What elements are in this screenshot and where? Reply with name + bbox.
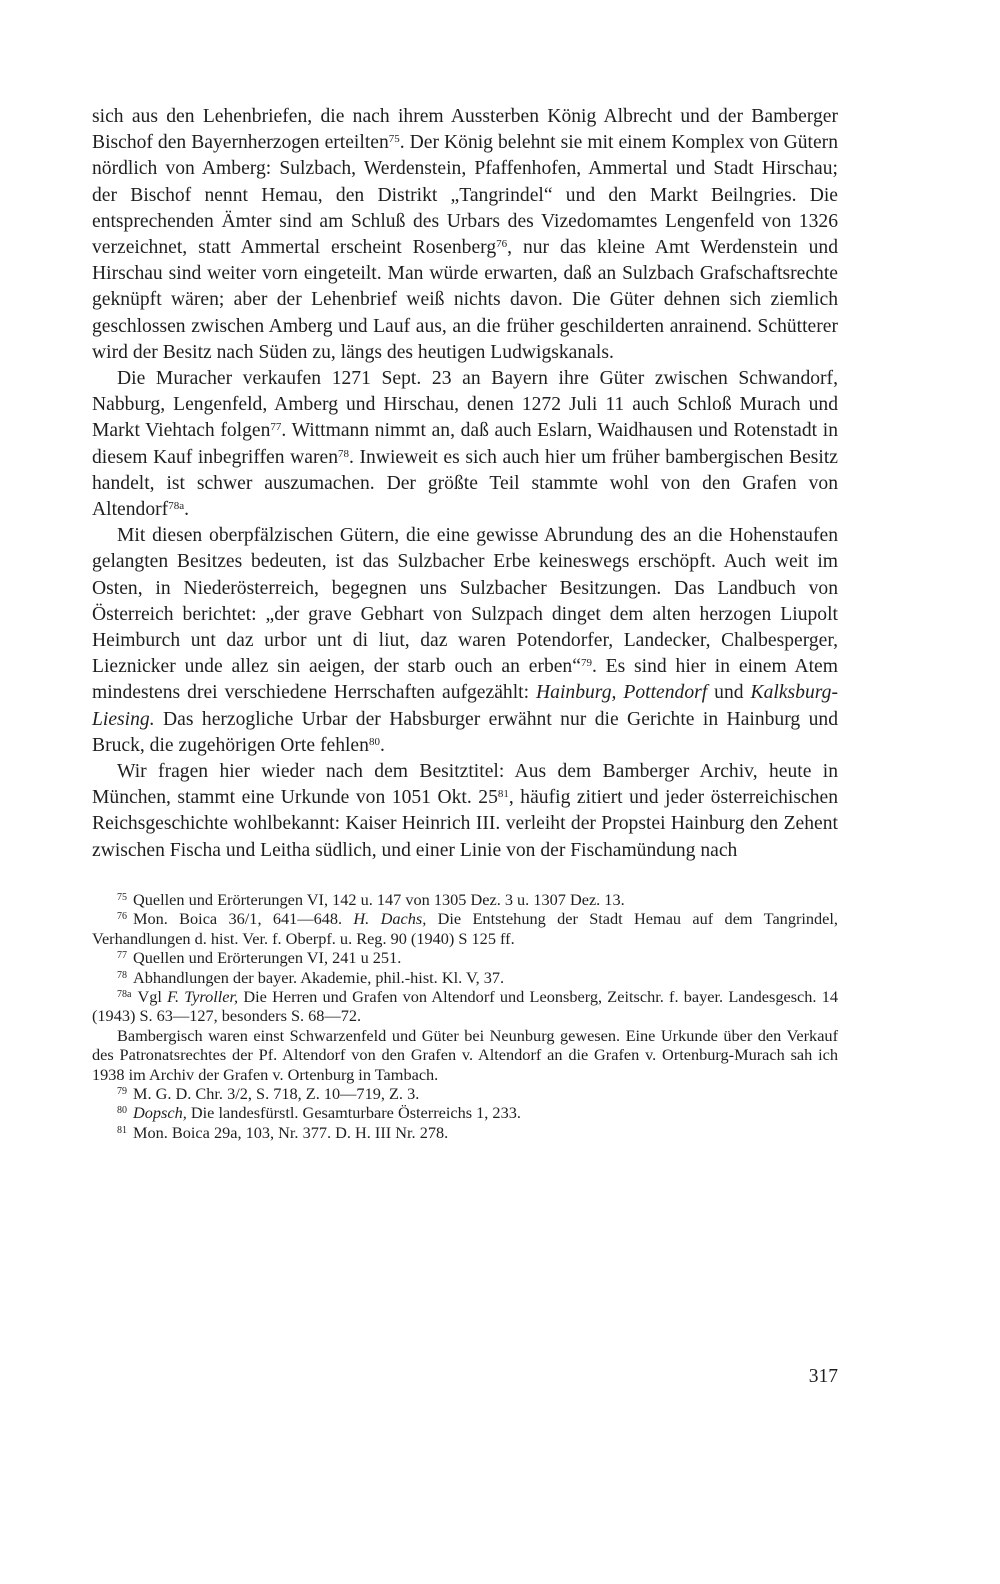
footnote-text: Mon. Boica 29a, 103, Nr. 377. D. H. III Nr. 278.: [133, 1122, 449, 1142]
footnote-79: [92, 1084, 838, 1103]
footnote-mark: 78a: [117, 988, 132, 1000]
text-segment: , nur das kleine Amt Werdenstein und Hirschau sind weiter vorn eingeteilt. Man würde erwarten, daß an Sulzbach Grafschaftsrechte geknüpft wären; aber der Lehenbrief weiß nichts davon. Die Güter dehnen sich ziemlich geschlossen zwischen Amberg und Lauf aus, an die früher geschilderten anrainend. Schütterer wird der Besitz nach Süden zu, längs des heutigen Ludwigskanals.: [92, 237, 838, 363]
footnote-mark: 75: [117, 891, 127, 903]
footnote-ref-80: 80: [368, 735, 380, 748]
footnote-ref-75: 75: [388, 133, 400, 146]
footnote-78a-continuation: Bambergisch waren einst Schwarzenfeld und Güter bei Neunburg gewesen. Eine Urkunde über den Verkauf des Patronatsrechtes der Pf. Altendorf von den Grafen v. Altendorf an die Grafen v. Ortenburg-Murach sah ich 1938 im Archiv der Grafen v. Ortenburg in Tambach.: [92, 1025, 838, 1084]
footnote-text: Die Herren und Grafen von Altendorf und Leonsberg, Zeitschr. f. bayer. Landesgesch. 14 (1943) S. 63—127, besonders S. 68—72.: [92, 986, 839, 1026]
footnote-ref-78: 78: [338, 447, 349, 460]
footnote-81: [92, 1123, 838, 1142]
footnote-mark: 80: [117, 1105, 127, 1117]
footnote-mark: 79: [117, 1085, 127, 1097]
text-segment: Wir fragen hier wieder nach dem Besitztitel: Aus dem Bamberger Archiv, heute in München, stammt eine Urkunde von 1051 Okt. 25: [92, 761, 838, 809]
paragraph-2: [92, 366, 838, 523]
text-segment: . Der König belehnt sie mit einem Komplex von Gütern nördlich von Amberg: Sulzbach, Werdenstein, Pfaffenhofen, Ammertal und Stadt Hirschau; der Bischof nennt Hemau, den Distrikt „Tangrindel“ und den Markt Beilngries. Die entsprechenden Ämter sind am Schluß des Urbars des Vizedomamtes Lengenfeld von 1326 verzeichnet, statt Ammertal erscheint Rosenberg: [92, 132, 838, 259]
footnote-text: Quellen und Erörterungen VI, 142 u. 147 von 1305 Dez. 3 u. 1307 Dez. 13.: [133, 889, 625, 909]
place-names-italic: Hainburg, Pottendorf: [536, 682, 708, 704]
footnote-mark: 78: [117, 969, 127, 981]
footnote-text: Die Entstehung der Stadt Hemau auf dem Tangrindel, Verhandlungen d. hist. Ver. f. Oberpf. u. Reg. 90 (1940) S 125 ff.: [92, 909, 839, 948]
footnote-text: Vgl: [137, 986, 168, 1006]
footnote-75: [92, 890, 838, 909]
book-page: [92, 104, 838, 1142]
text-segment: . Es sind hier in einem Atem mindestens drei verschiedene Herrschaften aufgezählt:: [92, 656, 838, 704]
footnote-text: Die landesfürstl. Gesamturbare Österreichs 1, 233.: [186, 1103, 521, 1123]
author-name: Dopsch,: [133, 1103, 187, 1123]
main-text: [92, 104, 838, 864]
footnote-78: [92, 968, 838, 987]
text-segment: Mit diesen oberpfälzischen Gütern, die eine gewisse Abrundung des an die Hohenstaufen gelangten Besitzes bedeuten, ist das Sulzbacher Erbe keineswegs erschöpft. Auch weit im Osten, in Niederösterreich, begegnen uns Sulzbacher Besitzungen. Das Landbuch von Österreich berichtet: „der grave Gebhart von Sulzpach dinget dem alten herzogen Liupolt Heimburch unt daz urbor unt di liut, daz waren Potendorfer, Landecker, Chalbesperger, Lieznicker unde allez sin aeigen, der starb ouch an erben“: [92, 525, 838, 678]
text-segment: . Wittmann nimmt an, daß auch Eslarn, Waidhausen und Rotenstadt in diesem Kauf inbegriffen waren: [92, 420, 838, 468]
text-segment: , häufig zitiert und jeder österreichischen Reichsgeschichte wohlbekannt: Kaiser Heinrich III. verleiht der Propstei Hainburg den Zehent zwischen Fischa und Leitha südlich, und einer Linie von der Fischamündung nach: [92, 787, 838, 861]
footnote-80: [92, 1103, 838, 1122]
footnote-mark: 77: [117, 950, 127, 962]
footnote-ref-77: 77: [270, 421, 282, 434]
text-segment: Die Muracher verkaufen 1271 Sept. 23 an Bayern ihre Güter zwischen Schwandorf, Nabburg, Lengenfeld, Amberg und Hirschau, denen 1272 Juli 11 auch Schloß Murach und Markt Viehtach folgen: [92, 368, 838, 442]
paragraph-1: [92, 104, 838, 366]
paragraph-3: [92, 523, 838, 759]
text-segment: .: [379, 734, 385, 756]
page-number: 317: [808, 1366, 838, 1387]
footnote-ref-76: 76: [496, 238, 508, 251]
footnote-mark: 81: [117, 1124, 127, 1136]
text-segment: . Inwieweit es sich auch hier um früher bambergischen Besitz handelt, ist schwer auszumachen. Der größte Teil stammte wohl von den Grafen von Altendorf: [92, 446, 839, 521]
footnote-ref-79: 79: [580, 657, 592, 670]
place-names-italic: Kalksburg-Liesing.: [92, 682, 838, 730]
footnote-78a: [92, 987, 838, 1026]
author-name: F. Tyroller,: [167, 986, 239, 1006]
paragraph-4: [92, 759, 838, 864]
footnote-text: Quellen und Erörterungen VI, 241 u 251.: [133, 948, 402, 968]
footnote-ref-78a: 78a: [168, 500, 185, 513]
text-segment: sich aus den Lehenbriefen, die nach ihrem Aussterben König Albrecht und der Bamberger Bischof den Bayernherzogen erteilten: [92, 106, 838, 154]
text-segment: Das herzogliche Urbar der Habsburger erwähnt nur die Gerichte in Hainburg und Bruck, die zugehörigen Orte fehlen: [92, 708, 838, 756]
footnotes: [92, 890, 838, 1142]
footnote-mark: 76: [117, 911, 127, 923]
text-segment: und: [707, 682, 751, 704]
footnote-77: [92, 948, 838, 967]
footnote-ref-81: 81: [497, 788, 509, 801]
author-name: H. Dachs,: [353, 909, 427, 929]
footnote-text: M. G. D. Chr. 3/2, S. 718, Z. 10—719, Z. 3.: [133, 1083, 420, 1103]
footnote-text: Mon. Boica 36/1, 641—648.: [133, 909, 354, 929]
footnote-text: Abhandlungen der bayer. Akademie, phil.-hist. Kl. V, 37.: [133, 967, 505, 987]
footnote-76: [92, 909, 838, 948]
text-segment: .: [184, 499, 189, 521]
